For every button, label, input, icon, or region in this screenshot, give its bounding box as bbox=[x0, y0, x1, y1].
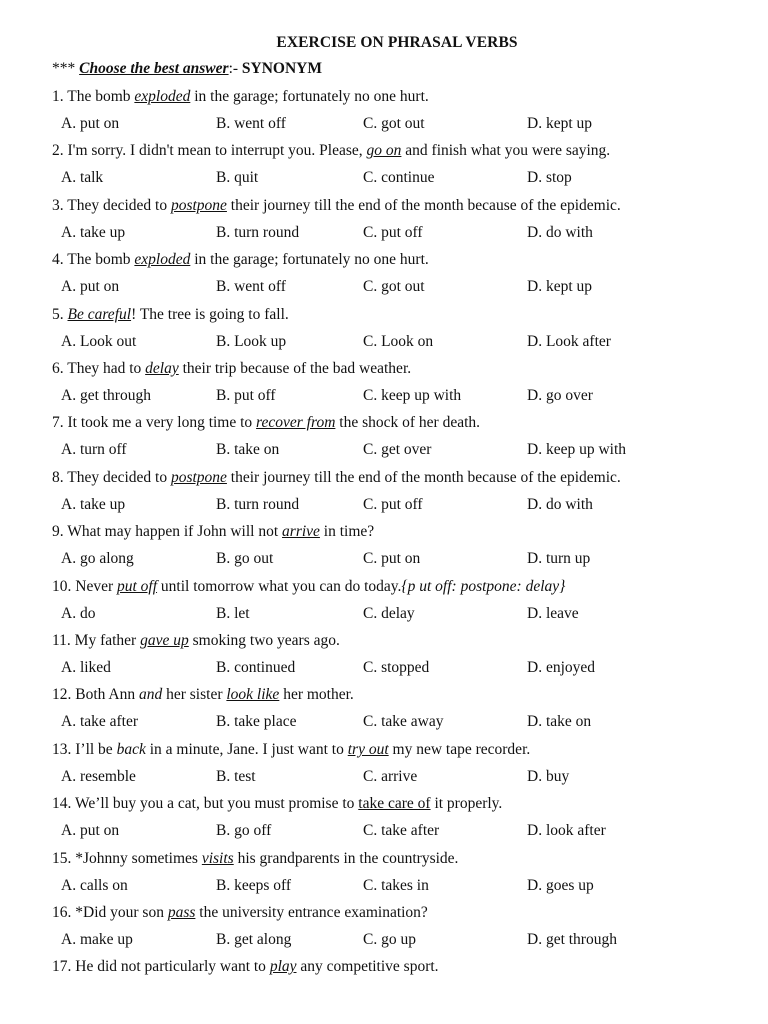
question-text: 8. They decided to bbox=[52, 468, 171, 486]
question-text: 14. We’ll buy you a cat, but you must promise to bbox=[52, 795, 359, 813]
option-c: C. get over bbox=[363, 441, 432, 459]
option-b: B. Look up bbox=[216, 332, 287, 350]
option-b: B. put off bbox=[216, 387, 276, 404]
underlined-word: postpone bbox=[170, 196, 227, 214]
question-text: 11. My father bbox=[52, 632, 141, 649]
question-text: his grandparents in the countryside. bbox=[233, 849, 459, 867]
question-text: it properly. bbox=[430, 795, 503, 813]
underlined-word: gave up bbox=[140, 632, 189, 649]
option-c: C. continue bbox=[363, 169, 435, 187]
question-text: the shock of her death. bbox=[335, 414, 481, 432]
option-b: B. keeps off bbox=[216, 876, 292, 894]
question-16 bbox=[52, 904, 428, 922]
underlined-word: try out bbox=[347, 740, 389, 758]
question-17 bbox=[52, 958, 439, 976]
option-d: D. stop bbox=[527, 169, 572, 187]
option-c: C. arrive bbox=[363, 767, 418, 785]
option-d: D. leave bbox=[527, 604, 579, 622]
option-a: A. liked bbox=[61, 659, 111, 676]
option-b: B. turn round bbox=[216, 495, 300, 513]
option-c: C. take away bbox=[363, 713, 444, 731]
option-a: A. take after bbox=[61, 713, 139, 731]
option-c: C. stopped bbox=[363, 659, 430, 676]
question-text: 4. The bomb bbox=[52, 251, 135, 269]
option-b: B. turn round bbox=[216, 223, 300, 241]
instruction-line bbox=[52, 60, 322, 78]
option-a: A. calls on bbox=[61, 876, 128, 894]
option-c: C. put off bbox=[363, 495, 423, 513]
option-a: A. Look out bbox=[61, 332, 137, 350]
underlined-word: look like bbox=[226, 686, 280, 704]
option-b: B. went off bbox=[216, 115, 286, 132]
question-text: 13. I’ll be bbox=[52, 740, 117, 758]
option-d: D. buy bbox=[527, 767, 570, 785]
question-5 bbox=[52, 306, 289, 324]
option-b: B. go out bbox=[216, 550, 274, 568]
option-a: A. resemble bbox=[61, 767, 136, 785]
option-d: D. go over bbox=[527, 387, 593, 404]
option-d: D. enjoyed bbox=[527, 659, 596, 676]
instruction-main: Choose the best answer bbox=[79, 60, 229, 77]
underlined-word: play bbox=[269, 958, 297, 976]
option-d: D. do with bbox=[527, 223, 593, 241]
question-text: 6. They had to bbox=[52, 360, 146, 377]
option-b: B. continued bbox=[216, 659, 296, 676]
question-text: their trip because of the bad weather. bbox=[178, 360, 412, 377]
option-b: B. go off bbox=[216, 822, 272, 840]
question-8 bbox=[52, 469, 621, 487]
option-d: D. turn up bbox=[527, 550, 591, 568]
option-d: D. look after bbox=[527, 822, 606, 840]
option-a: A. take up bbox=[61, 495, 126, 513]
underlined-word: Be careful bbox=[67, 305, 132, 323]
question-text: my new tape recorder. bbox=[388, 740, 531, 758]
question-1 bbox=[52, 88, 429, 106]
instruction-stars: *** bbox=[52, 60, 76, 77]
question-text: their journey till the end of the month because of the epidemic. bbox=[226, 468, 621, 486]
option-c: C. go up bbox=[363, 931, 416, 948]
question-text: 7. It took me a very long time to bbox=[52, 414, 257, 432]
question-text: ! The tree is going to fall. bbox=[131, 305, 289, 323]
question-14 bbox=[52, 795, 502, 813]
question-4 bbox=[52, 251, 429, 269]
question-text: 3. They decided to bbox=[52, 196, 171, 214]
option-a: A. take up bbox=[61, 223, 126, 241]
question-text: her sister bbox=[162, 686, 227, 704]
question-text: 9. What may happen if John will not bbox=[52, 523, 283, 541]
question-12 bbox=[52, 686, 354, 704]
question-text: the university entrance examination? bbox=[195, 904, 428, 921]
option-b: B. test bbox=[216, 767, 256, 785]
option-a: A. turn off bbox=[61, 441, 127, 459]
option-c: C. takes in bbox=[363, 876, 429, 894]
question-3 bbox=[52, 197, 621, 215]
option-d: D. do with bbox=[527, 495, 593, 513]
question-13 bbox=[52, 741, 530, 759]
question-7 bbox=[52, 414, 480, 432]
question-6 bbox=[52, 360, 411, 378]
option-c: C. Look on bbox=[363, 332, 434, 350]
option-b: B. went off bbox=[216, 278, 286, 296]
option-d: D. keep up with bbox=[527, 441, 627, 459]
option-c: C. keep up with bbox=[363, 387, 462, 404]
underlined-word: visits bbox=[201, 849, 234, 867]
question-9 bbox=[52, 523, 374, 541]
question-text: and finish what you were saying. bbox=[401, 142, 611, 160]
question-text: in the garage; fortunately no one hurt. bbox=[190, 88, 429, 105]
option-b: B. take place bbox=[216, 713, 297, 731]
underlined-word: exploded bbox=[134, 251, 191, 269]
option-c: C. delay bbox=[363, 604, 415, 622]
question-text: her mother. bbox=[279, 686, 354, 704]
option-a: A. get through bbox=[61, 387, 151, 404]
option-a: A. do bbox=[61, 604, 96, 622]
question-15 bbox=[52, 850, 458, 868]
underlined-word: put off bbox=[117, 577, 158, 595]
option-a: A. put on bbox=[61, 115, 120, 132]
option-d: D. get through bbox=[527, 931, 617, 948]
option-b: B. take on bbox=[216, 441, 280, 459]
question-2 bbox=[52, 142, 610, 160]
option-d: D. take on bbox=[527, 713, 592, 731]
option-d: D. kept up bbox=[527, 278, 593, 296]
question-text: until tomorrow what you can do today. bbox=[157, 577, 402, 595]
option-d: D. goes up bbox=[527, 876, 594, 894]
option-c: C. put on bbox=[363, 550, 421, 568]
question-text: 1. The bomb bbox=[52, 88, 135, 105]
question-text: 16. *Did your son bbox=[52, 904, 168, 921]
option-a: A. make up bbox=[61, 931, 133, 948]
option-c: C. take after bbox=[363, 822, 440, 840]
option-c: C. got out bbox=[363, 115, 425, 132]
question-text: in a minute, Jane. I just want to bbox=[145, 740, 348, 758]
underlined-word: postpone bbox=[170, 468, 227, 486]
underlined-word: recover from bbox=[256, 414, 336, 432]
question-text: 15. *Johnny sometimes bbox=[52, 849, 202, 867]
underlined-word: pass bbox=[167, 904, 196, 921]
instruction-type: SYNONYM bbox=[241, 60, 322, 77]
option-a: A. put on bbox=[61, 822, 120, 840]
option-a: A. put on bbox=[61, 278, 120, 296]
option-d: D. kept up bbox=[527, 115, 593, 132]
option-c: C. put off bbox=[363, 223, 423, 241]
option-b: B. quit bbox=[216, 169, 259, 187]
question-text: in time? bbox=[319, 523, 375, 541]
option-a: A. go along bbox=[61, 550, 134, 568]
question-text: and bbox=[138, 686, 163, 704]
question-text: 10. Never bbox=[52, 577, 117, 595]
question-text: in the garage; fortunately no one hurt. bbox=[190, 251, 429, 269]
option-c: C. got out bbox=[363, 278, 425, 296]
question-text: 12. Both Ann bbox=[52, 686, 139, 704]
option-b: B. get along bbox=[216, 931, 292, 948]
page-title: EXERCISE ON PHRASAL VERBS bbox=[276, 34, 518, 51]
option-a: A. talk bbox=[61, 169, 104, 187]
question-text: back bbox=[116, 740, 146, 758]
question-text: their journey till the end of the month because of the epidemic. bbox=[226, 196, 621, 214]
underlined-word: exploded bbox=[134, 88, 191, 105]
question-text: any competitive sport. bbox=[296, 958, 439, 976]
question-text: 5. bbox=[52, 305, 68, 323]
option-d: D. Look after bbox=[527, 332, 611, 350]
instruction-separator: :- bbox=[228, 60, 242, 77]
option-b: B. let bbox=[216, 604, 250, 622]
question-10 bbox=[52, 578, 565, 596]
underlined-word: go on bbox=[366, 142, 402, 160]
underlined-word: take care of bbox=[358, 795, 431, 813]
question-text: {p ut off: postpone: delay} bbox=[401, 577, 566, 595]
underlined-word: delay bbox=[145, 360, 179, 377]
question-text: 2. I'm sorry. I didn't mean to interrupt you. Please, bbox=[52, 142, 367, 160]
underlined-word: arrive bbox=[282, 523, 320, 541]
question-text: smoking two years ago. bbox=[188, 632, 340, 649]
question-11 bbox=[52, 632, 340, 650]
question-text: 17. He did not particularly want to bbox=[52, 958, 270, 976]
